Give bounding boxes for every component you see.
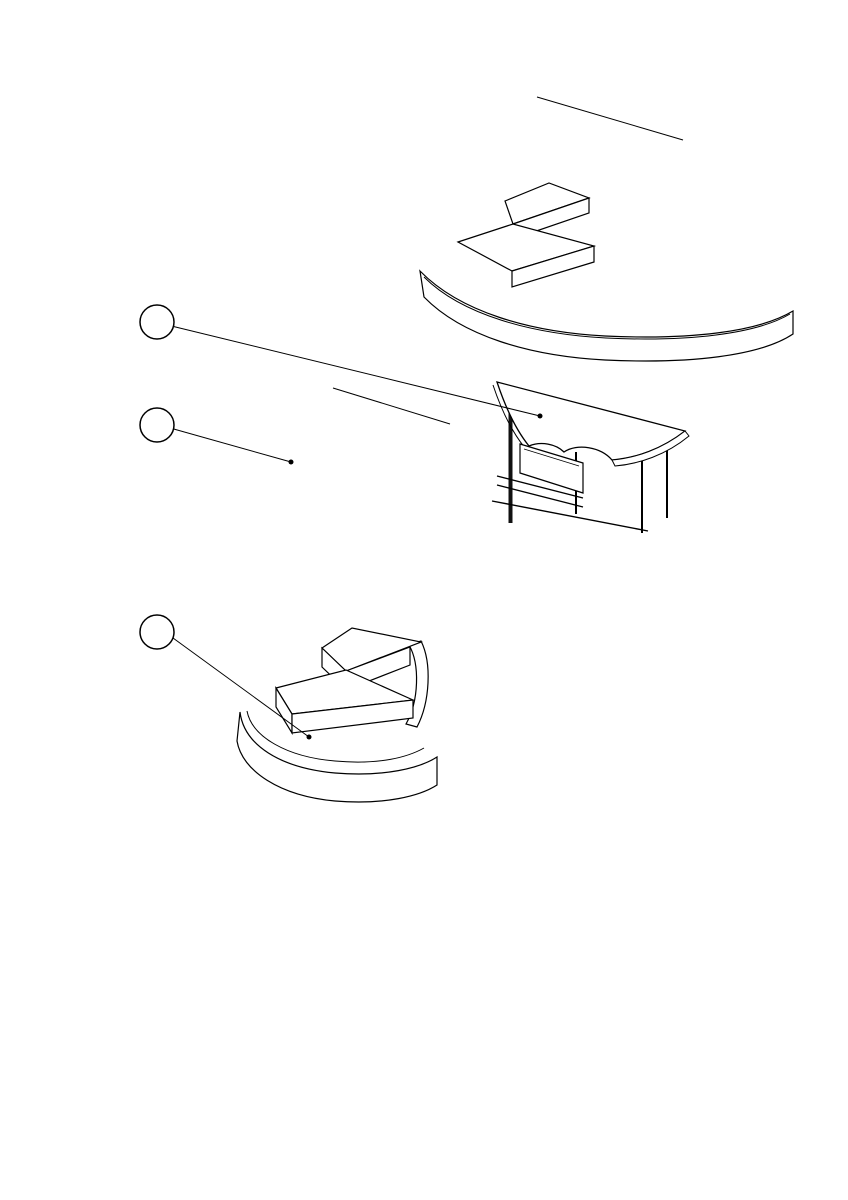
balloon-3-circle — [140, 615, 174, 649]
item3-steps-drawing — [237, 628, 437, 802]
assembly-steps-drawing — [420, 183, 793, 361]
podium-drawing — [492, 382, 689, 533]
balloon-2-circle — [140, 305, 174, 339]
document-code — [286, 33, 376, 63]
balloon-1-circle — [140, 408, 174, 442]
